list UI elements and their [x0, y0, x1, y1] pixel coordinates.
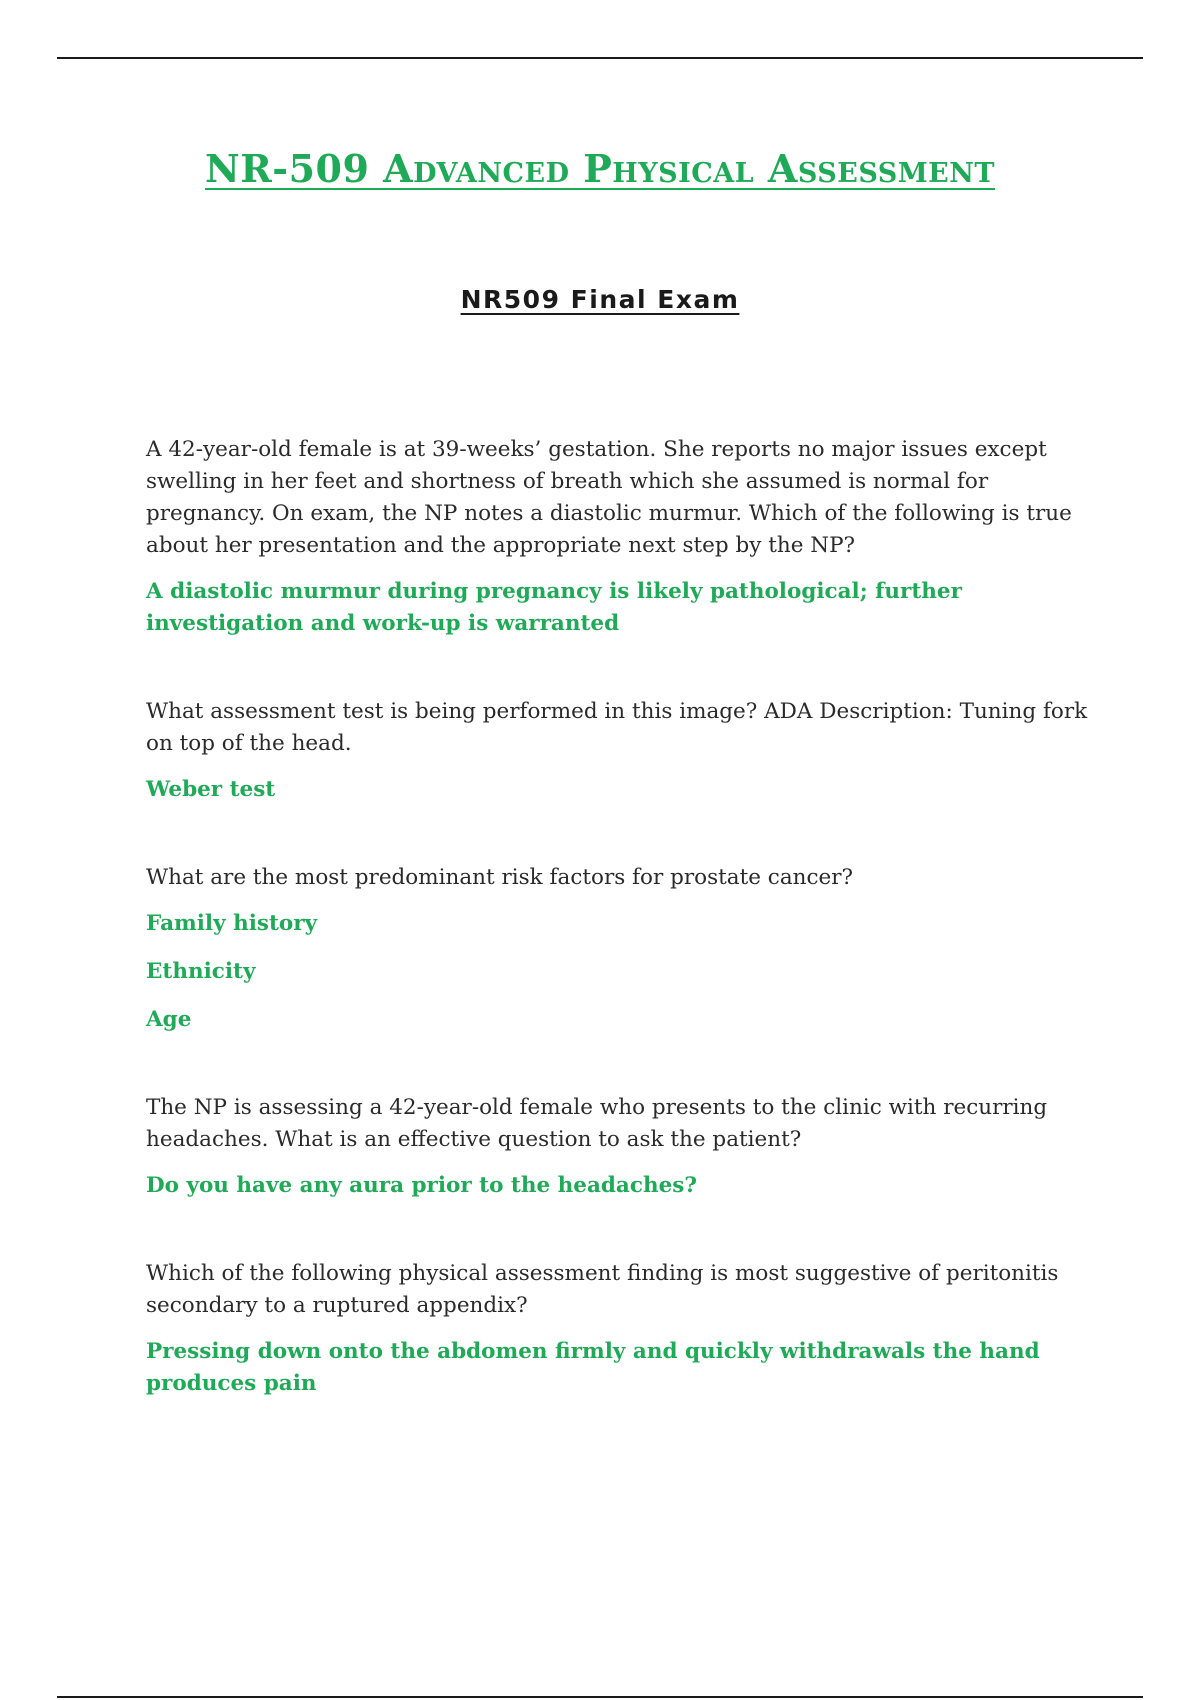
question-block: [146, 1258, 1096, 1400]
bottom-rule: [57, 1696, 1143, 1698]
answer-text: A diastolic murmur during pregnancy is likely pathological; further investigation and work-up is warranted: [146, 579, 962, 636]
answer-text: Ethnicity: [146, 959, 256, 984]
answer-text: Do you have any aura prior to the headaches?: [146, 1173, 697, 1198]
question-text: What assessment test is being performed in this image? ADA Description: Tuning fork on top of the head.: [146, 699, 1088, 756]
answer-text: Age: [146, 1007, 192, 1032]
document-title-text: NR-509 Advanced Physical Assessment: [204, 146, 995, 191]
question-text: A 42-year-old female is at 39-weeks’ gestation. She reports no major issues except swelling in her feet and shortness of breath which she assumed is normal for pregnancy. On exam, the NP notes a diastolic murmur. Which of the following is true about her presentation and the appropriate next step by the NP?: [146, 437, 1072, 558]
document-subtitle: [0, 285, 1200, 314]
question-block: [146, 696, 1096, 806]
document-subtitle-text: NR509 Final Exam: [460, 285, 740, 314]
answer-text: Weber test: [146, 777, 276, 802]
answer-text: Family history: [146, 911, 318, 936]
exam-content: [146, 434, 1096, 1456]
question-block: [146, 434, 1096, 640]
question-text: Which of the following physical assessment finding is most suggestive of peritonitis secondary to a ruptured appendix?: [146, 1261, 1059, 1318]
top-rule: [57, 57, 1143, 59]
question-block: [146, 1092, 1096, 1202]
question-block: [146, 862, 1096, 1036]
question-text: What are the most predominant risk factors for prostate cancer?: [146, 865, 854, 890]
answer-text: Pressing down onto the abdomen firmly and quickly withdrawals the hand produces pain: [146, 1339, 1040, 1396]
question-text: The NP is assessing a 42-year-old female who presents to the clinic with recurring headaches. What is an effective question to ask the patient?: [146, 1095, 1048, 1152]
document-title: [0, 146, 1200, 191]
